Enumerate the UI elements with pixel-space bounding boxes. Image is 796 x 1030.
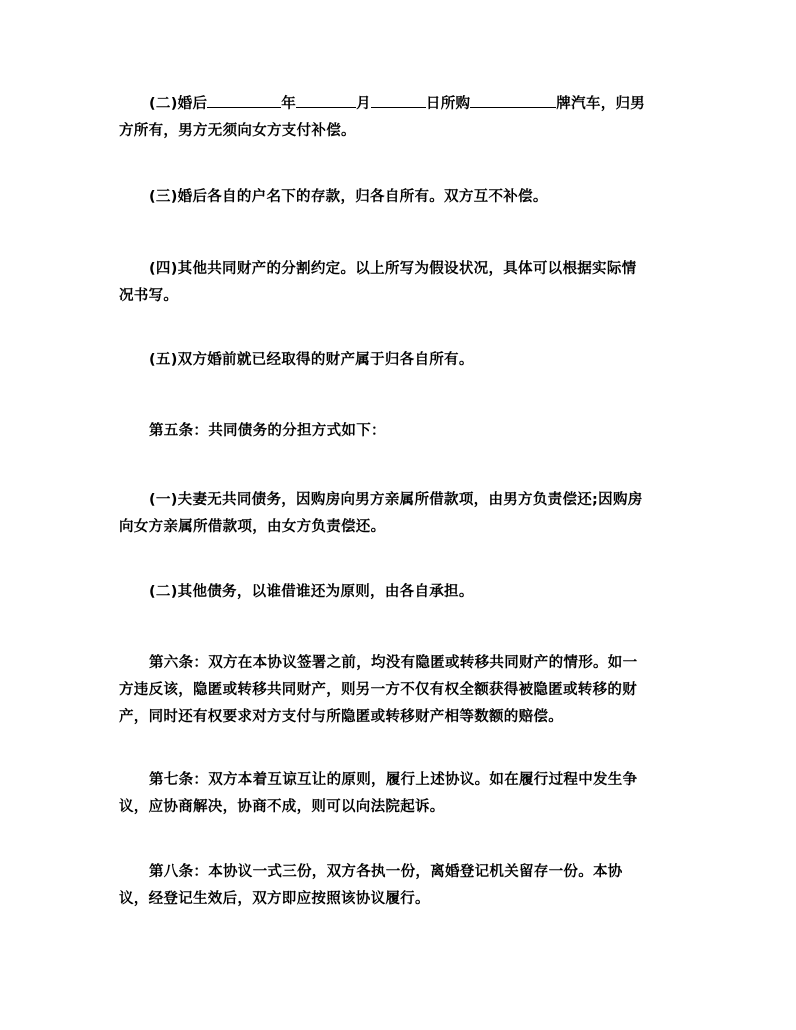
text-line: (一)夫妻无共同债务，因购房向男方亲属所借款项，由男方负责偿还;因购房 <box>149 492 643 508</box>
text-line: 议，经登记生效后，双方即应按照该协议履行。 <box>119 891 430 907</box>
clause-other-property <box>119 256 679 310</box>
clause-no-joint-debt <box>119 487 679 541</box>
blank-line-year <box>207 92 281 108</box>
text-line: 方所有，男方无须向女方支付补偿。 <box>119 123 356 139</box>
text-line: 向女方亲属所借款项，由女方负责偿还。 <box>119 519 386 535</box>
blank-line-brand <box>470 92 556 108</box>
text-line: (二)其他债务，以谁借谁还为原则，由各自承担。 <box>149 584 474 600</box>
text-line: (四)其他共同财产的分割约定。以上所写为假设状况，具体可以根据实际情 <box>149 261 637 277</box>
text-segment: 日所购 <box>425 96 471 112</box>
text-line: 产，同时还有权要求对方支付与所隐匿或转移财产相等数额的赔偿。 <box>119 709 563 725</box>
text-segment: (二)婚后 <box>149 96 208 112</box>
text-line: 第七条：双方本着互谅互让的原则，履行上述协议。如在履行过程中发生争 <box>149 772 638 788</box>
text-line: 第八条：本协议一式三份，双方各执一份，离婚登记机关留存一份。本协 <box>149 864 623 880</box>
text-line: 况书写。 <box>119 288 179 304</box>
clause-car-ownership <box>119 91 679 145</box>
text-line: (五)双方婚前就已经取得的财产属于归各自所有。 <box>149 352 474 368</box>
clause-premarital-property <box>119 347 679 374</box>
text-line: (三)婚后各自的户名下的存款，归各自所有。双方互不补偿。 <box>149 189 548 205</box>
text-line: 方违反该，隐匿或转移共同财产，则另一方不仅有权全额获得被隐匿或转移的财 <box>119 682 637 698</box>
text-line: 第六条：双方在本协议签署之前，均没有隐匿或转移共同财产的情形。如一 <box>149 655 638 671</box>
text-segment: 年 <box>281 96 297 112</box>
article-eight <box>119 859 679 913</box>
text-segment: 牌汽车，归男 <box>556 96 646 112</box>
blank-line-day <box>371 92 426 108</box>
article-five-heading <box>119 418 679 445</box>
blank-line-month <box>296 92 356 108</box>
text-line: 第五条：共同债务的分担方式如下： <box>149 423 386 439</box>
clause-deposits <box>119 184 679 211</box>
text-line: 议，应协商解决，协商不成，则可以向法院起诉。 <box>119 799 445 815</box>
article-six <box>119 650 679 731</box>
article-seven <box>119 767 679 821</box>
clause-other-debts <box>119 579 679 606</box>
text-segment: 月 <box>356 96 371 112</box>
